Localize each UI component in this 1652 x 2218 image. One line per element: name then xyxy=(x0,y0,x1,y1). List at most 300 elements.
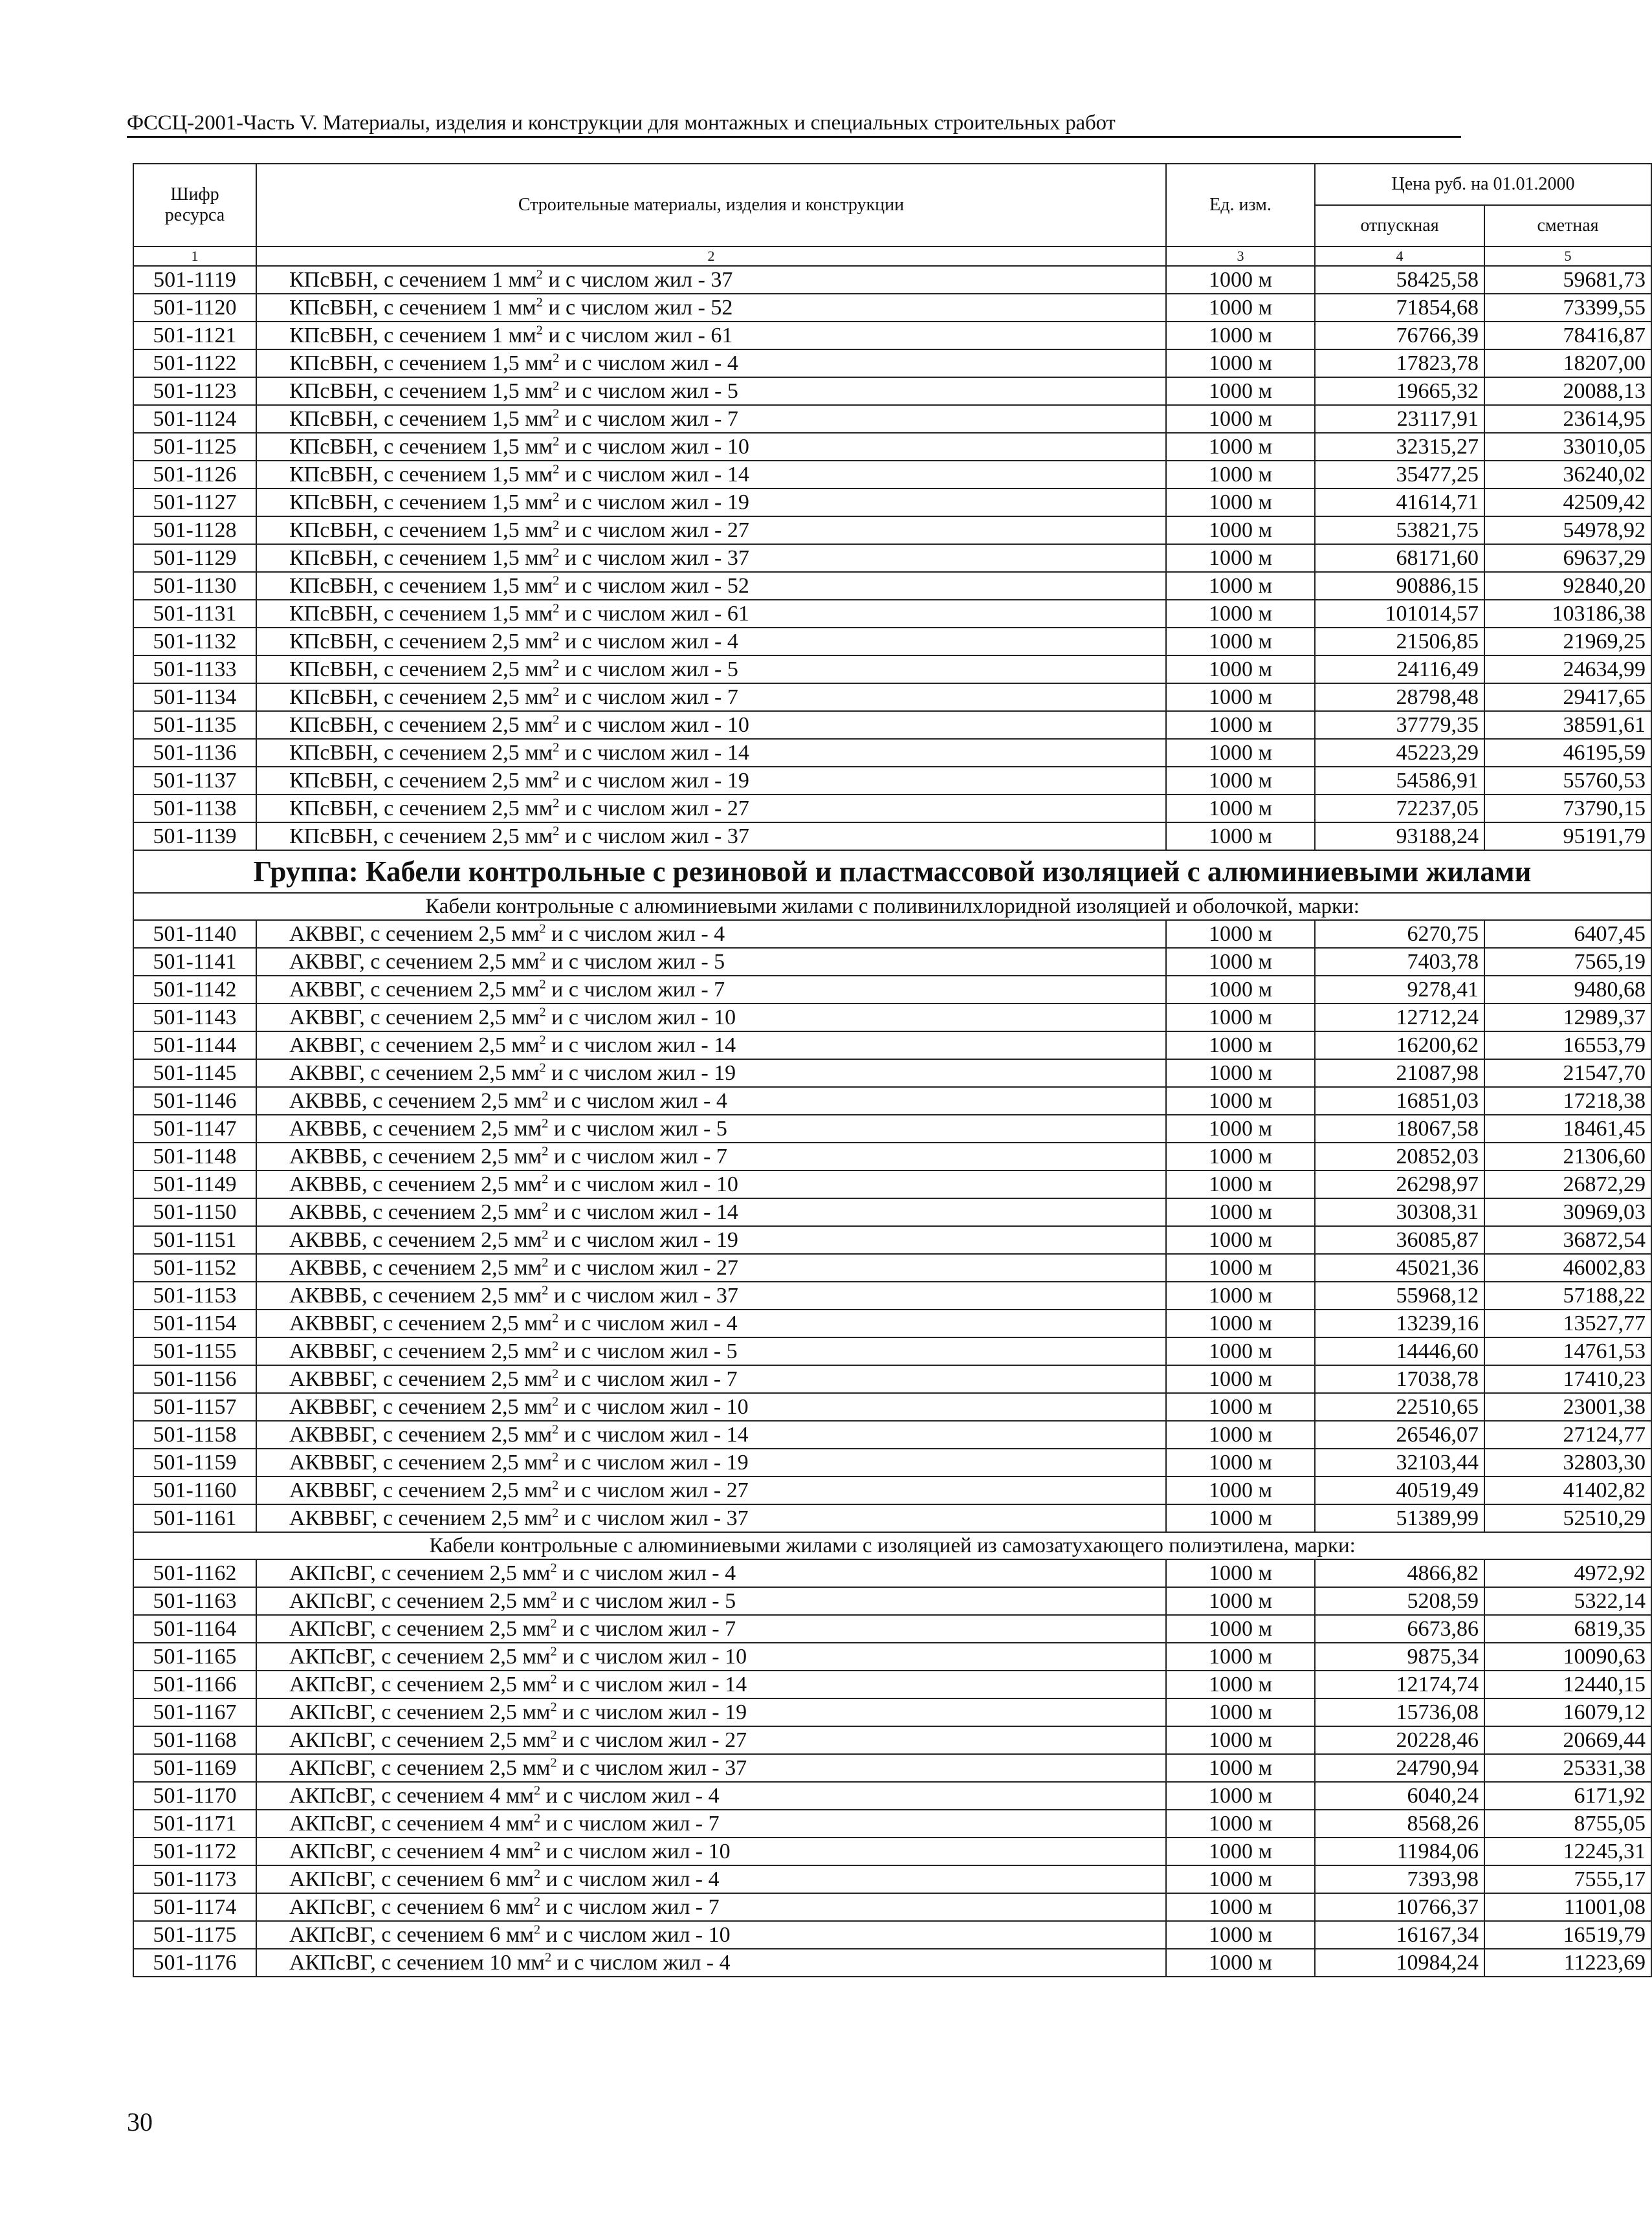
resource-code: 501-1150 xyxy=(133,1198,256,1226)
unit-superscript: 2 xyxy=(553,434,560,449)
table-row xyxy=(133,1477,1651,1504)
resource-code: 501-1152 xyxy=(133,1254,256,1282)
material-name-text: АКПсВГ, с сечением 10 мм xyxy=(289,1951,545,1975)
table-row xyxy=(133,1087,1651,1115)
material-name-tail: и с числом жил - 4 xyxy=(545,922,725,946)
price-estimate: 54978,92 xyxy=(1484,516,1651,544)
material-name-tail: и с числом жил - 7 xyxy=(556,1617,736,1641)
price-release: 21087,98 xyxy=(1315,1059,1484,1087)
unit: 1000 м xyxy=(1166,1337,1315,1365)
column-number: 4 xyxy=(1315,247,1484,266)
material-name-tail: и с числом жил - 52 xyxy=(542,296,733,320)
resource-code: 501-1129 xyxy=(133,544,256,572)
price-release: 14446,60 xyxy=(1315,1337,1484,1365)
table-row xyxy=(133,795,1651,822)
resource-code: 501-1170 xyxy=(133,1782,256,1810)
price-release: 22510,65 xyxy=(1315,1393,1484,1421)
material-name-tail: и с числом жил - 19 xyxy=(558,1451,749,1475)
table-row xyxy=(133,1838,1651,1865)
unit-superscript: 2 xyxy=(553,462,560,477)
material-name-text: КПсВБН, с сечением 1,5 мм xyxy=(289,490,553,514)
price-release: 58425,58 xyxy=(1315,266,1484,294)
price-estimate: 13527,77 xyxy=(1484,1310,1651,1337)
price-release: 6673,86 xyxy=(1315,1615,1484,1643)
price-release: 26546,07 xyxy=(1315,1421,1484,1449)
resource-code: 501-1169 xyxy=(133,1754,256,1782)
material-name xyxy=(256,822,1166,850)
material-name-text: КПсВБН, с сечением 1,5 мм xyxy=(289,518,553,542)
material-name-tail: и с числом жил - 4 xyxy=(559,630,738,653)
table-row xyxy=(133,1893,1651,1921)
material-name xyxy=(256,1254,1166,1282)
resource-code: 501-1143 xyxy=(133,1004,256,1031)
material-name-tail: и с числом жил - 7 xyxy=(540,1895,720,1919)
table-row xyxy=(133,1754,1651,1782)
unit-superscript: 2 xyxy=(553,712,560,727)
material-name xyxy=(256,377,1166,405)
resource-code: 501-1139 xyxy=(133,822,256,850)
unit: 1000 м xyxy=(1166,1754,1315,1782)
material-name-text: АКВВБГ, с сечением 2,5 мм xyxy=(289,1423,552,1447)
material-name-text: КПсВБН, с сечением 1,5 мм xyxy=(289,602,553,626)
resource-code: 501-1173 xyxy=(133,1865,256,1893)
table-row xyxy=(133,516,1651,544)
material-name-tail: и с числом жил - 5 xyxy=(559,379,738,403)
resource-code: 501-1125 xyxy=(133,433,256,461)
price-release: 16851,03 xyxy=(1315,1087,1484,1115)
resource-code: 501-1171 xyxy=(133,1810,256,1838)
price-estimate: 24634,99 xyxy=(1484,655,1651,683)
price-estimate: 12989,37 xyxy=(1484,1004,1651,1031)
unit: 1000 м xyxy=(1166,1477,1315,1504)
unit: 1000 м xyxy=(1166,1393,1315,1421)
unit-superscript: 2 xyxy=(552,1450,559,1465)
resource-code: 501-1156 xyxy=(133,1365,256,1393)
unit: 1000 м xyxy=(1166,628,1315,655)
unit: 1000 м xyxy=(1166,739,1315,767)
price-release: 40519,49 xyxy=(1315,1477,1484,1504)
price-release: 8568,26 xyxy=(1315,1810,1484,1838)
table-row xyxy=(133,461,1651,489)
rows-block-1 xyxy=(133,266,1651,850)
unit: 1000 м xyxy=(1166,1587,1315,1615)
resource-code: 501-1122 xyxy=(133,349,256,377)
unit-superscript: 2 xyxy=(552,1394,559,1409)
price-release: 10766,37 xyxy=(1315,1893,1484,1921)
unit-superscript: 2 xyxy=(553,379,560,393)
unit-superscript: 2 xyxy=(533,1839,541,1854)
material-name-tail: и с числом жил - 4 xyxy=(548,1089,727,1113)
resource-code: 501-1163 xyxy=(133,1587,256,1615)
price-release: 101014,57 xyxy=(1315,600,1484,628)
material-name xyxy=(256,1643,1166,1671)
material-name xyxy=(256,1282,1166,1310)
material-name-text: КПсВБН, с сечением 1,5 мм xyxy=(289,435,553,459)
unit: 1000 м xyxy=(1166,377,1315,405)
unit-superscript: 2 xyxy=(553,657,560,672)
resource-code: 501-1134 xyxy=(133,683,256,711)
unit-superscript: 2 xyxy=(536,295,543,310)
price-release: 13239,16 xyxy=(1315,1310,1484,1337)
material-name-tail: и с числом жил - 7 xyxy=(545,978,725,1002)
material-name xyxy=(256,1726,1166,1754)
material-name xyxy=(256,294,1166,322)
material-name xyxy=(256,1421,1166,1449)
material-name xyxy=(256,1477,1166,1504)
material-name-tail: и с числом жил - 5 xyxy=(548,1117,727,1141)
price-release: 21506,85 xyxy=(1315,628,1484,655)
price-estimate: 6819,35 xyxy=(1484,1615,1651,1643)
material-name xyxy=(256,1754,1166,1782)
resource-code: 501-1154 xyxy=(133,1310,256,1337)
unit-superscript: 2 xyxy=(553,518,560,533)
unit: 1000 м xyxy=(1166,711,1315,739)
material-name-text: АКВВБ, с сечением 2,5 мм xyxy=(289,1172,542,1196)
material-name-text: АКПсВГ, с сечением 2,5 мм xyxy=(289,1589,551,1613)
unit-superscript: 2 xyxy=(552,1506,559,1521)
col-header-price: Цена руб. на 01.01.2000 xyxy=(1315,164,1651,205)
table-row xyxy=(133,572,1651,600)
material-name-tail: и с числом жил - 10 xyxy=(545,1005,736,1029)
resource-code: 501-1149 xyxy=(133,1170,256,1198)
table-row xyxy=(133,1698,1651,1726)
material-name-text: КПсВБН, с сечением 2,5 мм xyxy=(289,657,553,681)
price-estimate: 21969,25 xyxy=(1484,628,1651,655)
price-release: 18067,58 xyxy=(1315,1115,1484,1143)
material-name-text: КПсВБН, с сечением 2,5 мм xyxy=(289,713,553,737)
price-release: 45021,36 xyxy=(1315,1254,1484,1282)
unit: 1000 м xyxy=(1166,1421,1315,1449)
table-row xyxy=(133,822,1651,850)
material-name xyxy=(256,433,1166,461)
unit-superscript: 2 xyxy=(550,1672,557,1687)
price-estimate: 27124,77 xyxy=(1484,1421,1651,1449)
col-header-name: Строительные материалы, изделия и конструкции xyxy=(256,164,1166,247)
unit-superscript: 2 xyxy=(550,1561,557,1576)
resource-code: 501-1141 xyxy=(133,948,256,976)
table-header xyxy=(133,164,1651,266)
price-release: 32103,44 xyxy=(1315,1449,1484,1477)
material-name xyxy=(256,711,1166,739)
price-release: 7393,98 xyxy=(1315,1865,1484,1893)
material-name xyxy=(256,322,1166,349)
price-estimate: 8755,05 xyxy=(1484,1810,1651,1838)
material-name-text: АКВВБГ, с сечением 2,5 мм xyxy=(289,1339,552,1363)
material-name-text: АКВВГ, с сечением 2,5 мм xyxy=(289,950,540,974)
material-name-text: АКПсВГ, с сечением 4 мм xyxy=(289,1839,534,1863)
material-name xyxy=(256,1865,1166,1893)
resource-code: 501-1158 xyxy=(133,1421,256,1449)
material-name-tail: и с числом жил - 10 xyxy=(548,1172,738,1196)
material-name xyxy=(256,739,1166,767)
unit-superscript: 2 xyxy=(533,1894,541,1909)
material-name xyxy=(256,1810,1166,1838)
price-release: 9278,41 xyxy=(1315,976,1484,1004)
resource-code: 501-1162 xyxy=(133,1559,256,1587)
material-name-tail: и с числом жил - 5 xyxy=(545,950,725,974)
resource-code: 501-1120 xyxy=(133,294,256,322)
column-number: 5 xyxy=(1484,247,1651,266)
unit-superscript: 2 xyxy=(553,351,560,366)
price-estimate: 14761,53 xyxy=(1484,1337,1651,1365)
price-release: 28798,48 xyxy=(1315,683,1484,711)
unit: 1000 м xyxy=(1166,1449,1315,1477)
price-release: 9875,34 xyxy=(1315,1643,1484,1671)
unit: 1000 м xyxy=(1166,600,1315,628)
unit: 1000 м xyxy=(1166,1643,1315,1671)
material-name-tail: и с числом жил - 19 xyxy=(559,490,749,514)
table-row xyxy=(133,1031,1651,1059)
price-release: 53821,75 xyxy=(1315,516,1484,544)
price-estimate: 52510,29 xyxy=(1484,1504,1651,1532)
price-release: 36085,87 xyxy=(1315,1226,1484,1254)
unit-superscript: 2 xyxy=(552,1339,559,1354)
material-name-tail: и с числом жил - 61 xyxy=(559,602,749,626)
material-name-text: АКВВБ, с сечением 2,5 мм xyxy=(289,1117,542,1141)
column-number: 3 xyxy=(1166,247,1315,266)
material-name xyxy=(256,920,1166,948)
material-name-tail: и с числом жил - 37 xyxy=(542,268,733,292)
material-name-tail: и с числом жил - 7 xyxy=(548,1145,727,1169)
group-section xyxy=(133,850,1651,920)
price-release: 76766,39 xyxy=(1315,322,1484,349)
price-release: 5208,59 xyxy=(1315,1587,1484,1615)
table-row xyxy=(133,920,1651,948)
price-release: 68171,60 xyxy=(1315,544,1484,572)
unit-superscript: 2 xyxy=(550,1616,557,1631)
resource-code: 501-1127 xyxy=(133,489,256,516)
material-name xyxy=(256,655,1166,683)
price-release: 30308,31 xyxy=(1315,1198,1484,1226)
material-name-tail: и с числом жил - 10 xyxy=(556,1645,747,1669)
table-row xyxy=(133,322,1651,349)
price-estimate: 26872,29 xyxy=(1484,1170,1651,1198)
price-estimate: 4972,92 xyxy=(1484,1559,1651,1587)
material-name-text: АКВВБГ, с сечением 2,5 мм xyxy=(289,1367,552,1391)
material-name-tail: и с числом жил - 7 xyxy=(559,685,738,709)
unit: 1000 м xyxy=(1166,795,1315,822)
price-release: 26298,97 xyxy=(1315,1170,1484,1198)
unit: 1000 м xyxy=(1166,1170,1315,1198)
price-table xyxy=(133,163,1652,1977)
unit-superscript: 2 xyxy=(536,267,543,282)
table-row xyxy=(133,1643,1651,1671)
material-name xyxy=(256,1087,1166,1115)
table-row xyxy=(133,1810,1651,1838)
resource-code: 501-1165 xyxy=(133,1643,256,1671)
material-name-tail: и с числом жил - 4 xyxy=(558,1312,738,1335)
resource-code: 501-1151 xyxy=(133,1226,256,1254)
unit: 1000 м xyxy=(1166,1004,1315,1031)
unit: 1000 м xyxy=(1166,572,1315,600)
material-name-text: АКВВБГ, с сечением 2,5 мм xyxy=(289,1312,552,1335)
unit-superscript: 2 xyxy=(553,768,560,783)
unit-superscript: 2 xyxy=(539,977,546,992)
material-name-text: АКВВГ, с сечением 2,5 мм xyxy=(289,978,540,1002)
material-name-tail: и с числом жил - 37 xyxy=(559,824,749,848)
resource-code: 501-1157 xyxy=(133,1393,256,1421)
material-name xyxy=(256,1365,1166,1393)
material-name-text: АКВВГ, с сечением 2,5 мм xyxy=(289,1061,540,1085)
price-estimate: 38591,61 xyxy=(1484,711,1651,739)
price-estimate: 69637,29 xyxy=(1484,544,1651,572)
price-release: 93188,24 xyxy=(1315,822,1484,850)
price-estimate: 6171,92 xyxy=(1484,1782,1651,1810)
unit: 1000 м xyxy=(1166,433,1315,461)
price-estimate: 30969,03 xyxy=(1484,1198,1651,1226)
resource-code: 501-1167 xyxy=(133,1698,256,1726)
material-name-tail: и с числом жил - 14 xyxy=(556,1673,747,1696)
material-name xyxy=(256,1893,1166,1921)
price-estimate: 46002,83 xyxy=(1484,1254,1651,1282)
header-rule xyxy=(127,136,1461,138)
price-estimate: 42509,42 xyxy=(1484,489,1651,516)
table-row xyxy=(133,405,1651,433)
price-estimate: 78416,87 xyxy=(1484,322,1651,349)
material-name-text: АКПсВГ, с сечением 2,5 мм xyxy=(289,1756,551,1780)
unit: 1000 м xyxy=(1166,405,1315,433)
resource-code: 501-1133 xyxy=(133,655,256,683)
material-name-text: АКВВБГ, с сечением 2,5 мм xyxy=(289,1506,552,1530)
price-estimate: 11223,69 xyxy=(1484,1949,1651,1977)
price-estimate: 12440,15 xyxy=(1484,1671,1651,1698)
table-row xyxy=(133,948,1651,976)
material-name xyxy=(256,1921,1166,1949)
material-name-text: АКВВБГ, с сечением 2,5 мм xyxy=(289,1395,552,1419)
resource-code: 501-1137 xyxy=(133,767,256,795)
table-row xyxy=(133,739,1651,767)
unit: 1000 м xyxy=(1166,516,1315,544)
material-name-tail: и с числом жил - 14 xyxy=(545,1033,736,1057)
price-estimate: 103186,38 xyxy=(1484,600,1651,628)
resource-code: 501-1124 xyxy=(133,405,256,433)
price-estimate: 36872,54 xyxy=(1484,1226,1651,1254)
unit: 1000 м xyxy=(1166,1810,1315,1838)
material-name-text: КПсВБН, с сечением 2,5 мм xyxy=(289,824,553,848)
col-header-price-estimate: сметная xyxy=(1484,205,1651,247)
material-name-tail: и с числом жил - 14 xyxy=(548,1200,738,1224)
price-release: 24116,49 xyxy=(1315,655,1484,683)
material-name xyxy=(256,1115,1166,1143)
column-number: 2 xyxy=(256,247,1166,266)
unit-superscript: 2 xyxy=(539,1033,546,1048)
table-row xyxy=(133,1726,1651,1754)
table-row xyxy=(133,1004,1651,1031)
price-release: 20852,03 xyxy=(1315,1143,1484,1170)
resource-code: 501-1153 xyxy=(133,1282,256,1310)
material-name-tail: и с числом жил - 14 xyxy=(559,741,749,765)
material-name xyxy=(256,1782,1166,1810)
unit: 1000 м xyxy=(1166,1143,1315,1170)
material-name-text: КПсВБН, с сечением 1,5 мм xyxy=(289,546,553,570)
material-name xyxy=(256,1449,1166,1477)
price-release: 11984,06 xyxy=(1315,1838,1484,1865)
unit-superscript: 2 xyxy=(552,1367,559,1381)
table-row xyxy=(133,1254,1651,1282)
price-estimate: 20669,44 xyxy=(1484,1726,1651,1754)
material-name xyxy=(256,1615,1166,1643)
unit: 1000 м xyxy=(1166,1615,1315,1643)
material-name-text: КПсВБН, с сечением 1,5 мм xyxy=(289,351,553,375)
material-name xyxy=(256,516,1166,544)
unit: 1000 м xyxy=(1166,1031,1315,1059)
material-name xyxy=(256,1310,1166,1337)
resource-code: 501-1126 xyxy=(133,461,256,489)
table-row xyxy=(133,1559,1651,1587)
price-release: 90886,15 xyxy=(1315,572,1484,600)
unit-superscript: 2 xyxy=(542,1283,549,1298)
price-estimate: 16519,79 xyxy=(1484,1921,1651,1949)
price-estimate: 59681,73 xyxy=(1484,266,1651,294)
unit-superscript: 2 xyxy=(550,1755,557,1770)
price-release: 51389,99 xyxy=(1315,1504,1484,1532)
table-row xyxy=(133,1393,1651,1421)
resource-code: 501-1130 xyxy=(133,572,256,600)
material-name-text: КПсВБН, с сечением 2,5 мм xyxy=(289,769,553,793)
unit: 1000 м xyxy=(1166,1059,1315,1087)
material-name-text: АКВВБ, с сечением 2,5 мм xyxy=(289,1228,542,1252)
unit-superscript: 2 xyxy=(553,740,560,755)
material-name-text: АКВВБ, с сечением 2,5 мм xyxy=(289,1145,542,1169)
unit: 1000 м xyxy=(1166,1949,1315,1977)
unit: 1000 м xyxy=(1166,1726,1315,1754)
subheading: Кабели контрольные с алюминиевыми жилами с изоляцией из самозатухающего полиэтилена, марки: xyxy=(133,1532,1651,1559)
table-row xyxy=(133,1671,1651,1698)
price-estimate: 23614,95 xyxy=(1484,405,1651,433)
material-name xyxy=(256,1587,1166,1615)
price-estimate: 33010,05 xyxy=(1484,433,1651,461)
unit: 1000 м xyxy=(1166,1893,1315,1921)
material-name-text: КПсВБН, с сечением 1,5 мм xyxy=(289,379,553,403)
table-row xyxy=(133,1365,1651,1393)
price-estimate: 20088,13 xyxy=(1484,377,1651,405)
unit-superscript: 2 xyxy=(533,1783,541,1798)
table-row xyxy=(133,1198,1651,1226)
table-row xyxy=(133,1170,1651,1198)
table-row xyxy=(133,767,1651,795)
material-name-text: КПсВБН, с сечением 1 мм xyxy=(289,268,536,292)
table-row xyxy=(133,489,1651,516)
material-name-text: АКВВБ, с сечением 2,5 мм xyxy=(289,1089,542,1113)
unit: 1000 м xyxy=(1166,294,1315,322)
col-header-price-release: отпускная xyxy=(1315,205,1484,247)
material-name-tail: и с числом жил - 19 xyxy=(559,769,749,793)
material-name-text: АКПсВГ, с сечением 2,5 мм xyxy=(289,1673,551,1696)
material-name-text: АКПсВГ, с сечением 6 мм xyxy=(289,1895,534,1919)
material-name-tail: и с числом жил - 5 xyxy=(559,657,738,681)
table-row xyxy=(133,1449,1651,1477)
resource-code: 501-1175 xyxy=(133,1921,256,1949)
material-name-text: АКВВБ, с сечением 2,5 мм xyxy=(289,1200,542,1224)
table-row xyxy=(133,349,1651,377)
material-name-text: КПсВБН, с сечением 2,5 мм xyxy=(289,685,553,709)
material-name-tail: и с числом жил - 4 xyxy=(551,1951,731,1975)
material-name-tail: и с числом жил - 4 xyxy=(540,1784,720,1808)
price-estimate: 21547,70 xyxy=(1484,1059,1651,1087)
material-name-tail: и с числом жил - 4 xyxy=(540,1867,720,1891)
unit: 1000 м xyxy=(1166,461,1315,489)
unit-superscript: 2 xyxy=(533,1811,541,1826)
material-name xyxy=(256,1949,1166,1977)
unit: 1000 м xyxy=(1166,822,1315,850)
price-release: 32315,27 xyxy=(1315,433,1484,461)
material-name-tail: и с числом жил - 4 xyxy=(559,351,738,375)
material-name xyxy=(256,1143,1166,1170)
price-estimate: 11001,08 xyxy=(1484,1893,1651,1921)
price-release: 23117,91 xyxy=(1315,405,1484,433)
material-name xyxy=(256,1559,1166,1587)
price-release: 6040,24 xyxy=(1315,1782,1484,1810)
